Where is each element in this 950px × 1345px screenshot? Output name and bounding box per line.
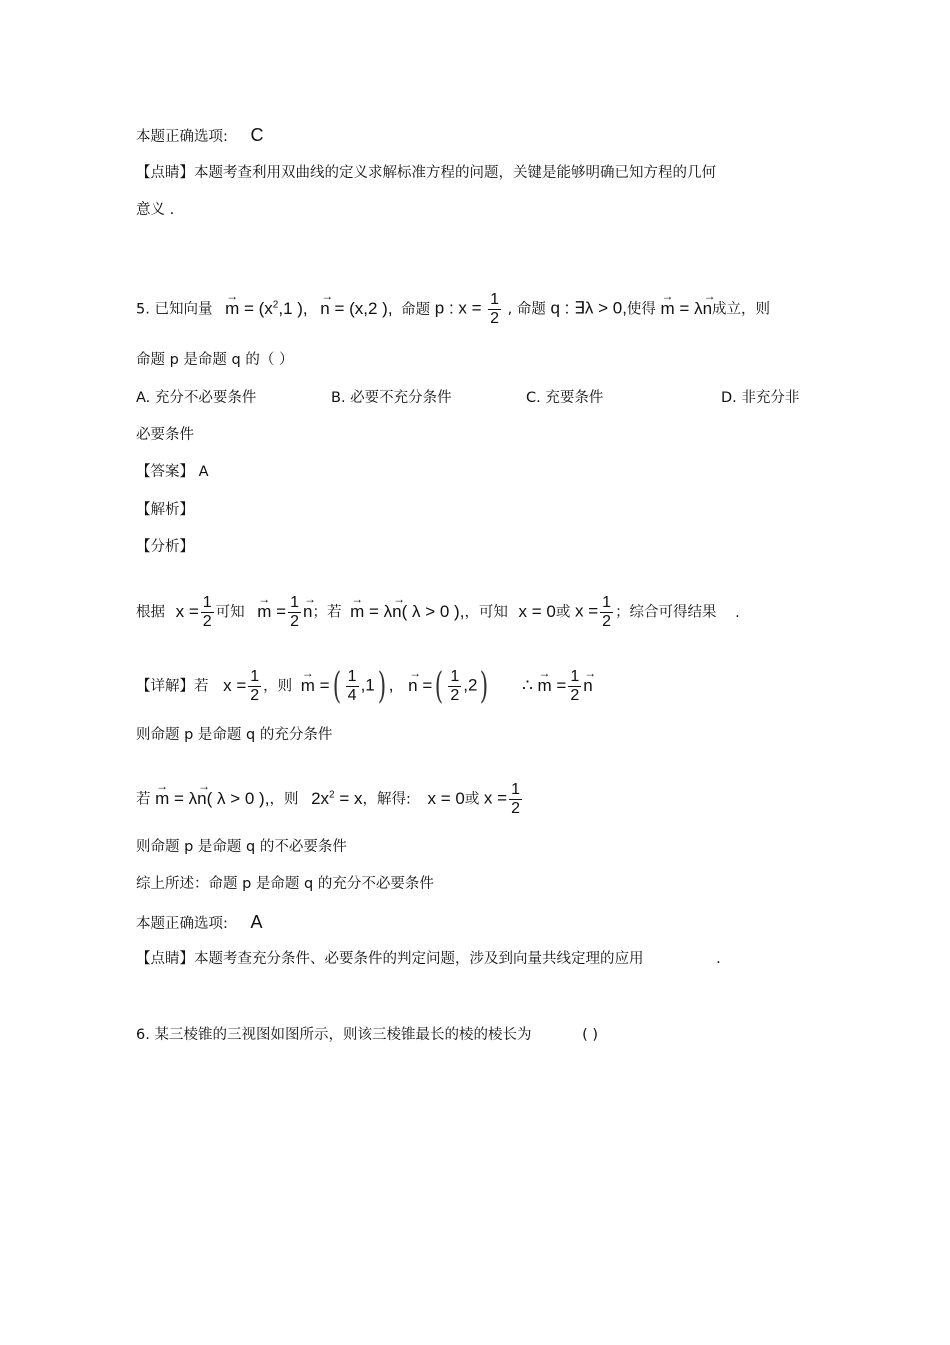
vector-arrow-icon: → m	[225, 299, 239, 319]
detail-line3b: ，则	[269, 791, 299, 808]
analysis-t2: 可知	[215, 604, 245, 621]
frac-den: 2	[490, 310, 500, 327]
analysis-t4: ，可知	[464, 604, 508, 621]
detail-line4: 则命题 p 是命题 q 的不必要条件	[136, 839, 347, 855]
fraction-half: $\frac{1}{2}$	[450, 668, 460, 704]
prev-answer-line	[136, 125, 264, 147]
option-a: A. 充分不必要条件	[136, 390, 257, 406]
p-expr: p : x =	[434, 298, 482, 318]
vector-m-def: → $m = (x^2,1$ ),	[225, 299, 308, 318]
analysis-t3: ；若	[312, 604, 342, 621]
q6-stem	[136, 1025, 598, 1045]
q5-answer: 【答案】 A	[136, 464, 209, 480]
q5-jiexi: 【解析】	[136, 502, 194, 518]
detail-remark	[136, 949, 721, 969]
answer-value: C	[250, 125, 264, 145]
remark-end: .	[716, 951, 721, 967]
p-label: 命题	[401, 301, 431, 318]
remark-text: 【点睛】本题考查充分条件、必要条件的判定问题，涉及到向量共线定理的应用	[136, 951, 644, 967]
vector-n-def: → n = (x,2 ),	[320, 299, 392, 318]
analysis-t7: .	[735, 604, 740, 621]
answer-label: 本题正确选项:	[136, 129, 228, 145]
fraction-half	[488, 291, 501, 328]
detail-line3a: 若	[136, 791, 151, 808]
detail-answer-line	[136, 912, 263, 934]
option-d-wrap: 必要条件	[136, 427, 194, 443]
q5-number: 5. 已知向量	[136, 301, 213, 318]
fraction-half: $\frac{1}{2}$	[570, 668, 580, 704]
option-b: B. 必要不充分条件	[331, 390, 452, 406]
fraction-half: $\frac{1}{2}$	[602, 594, 612, 630]
prev-remark-line2: 意义 .	[136, 202, 175, 218]
frac-num: 1	[490, 291, 500, 308]
q-eq: → m = λ→ n	[661, 299, 713, 318]
fraction-half: $\frac{1}{2}$	[290, 594, 300, 630]
q5-stem-line1	[136, 291, 770, 328]
q6-paren: ( )	[582, 1027, 598, 1043]
detail-then: ，则	[263, 678, 293, 695]
q5-fenxi: 【分析】	[136, 539, 194, 555]
answer-value: A	[250, 912, 263, 932]
fraction-half: $\frac{1}{2}$	[511, 781, 520, 817]
analysis-t1: 根据	[136, 604, 165, 621]
q-mid: 使得	[626, 301, 656, 318]
option-c: C. 充要条件	[526, 390, 604, 406]
detail-line3d: 或	[464, 791, 480, 808]
detail-line5: 综上所述：命题 p 是命题 q 的充分不必要条件	[136, 876, 434, 892]
q-end: 成立，则	[712, 301, 771, 318]
vector-arrow-icon: → n	[320, 299, 329, 319]
q5-stem-line2: 命题 p 是命题 q 的（ ）	[136, 352, 294, 368]
q-label: , 命题	[507, 301, 546, 318]
answer-label: 本题正确选项:	[136, 916, 228, 932]
analysis-line: 根据 x = $\frac{1}{2}$ 可知 → m = $\frac{1}{2}$ → n；若 → m = λ→ n( λ > 0 ),，可知 x = 0或 x = $\frac{1}{2}$ ；综合可得结果 .	[136, 594, 740, 631]
analysis-t5: 或	[555, 604, 571, 621]
fraction-half: $\frac{1}{2}$	[250, 668, 260, 704]
detail-line2: 则命题 p 是命题 q 的充分条件	[136, 727, 333, 743]
analysis-t6: ；综合可得结果	[615, 604, 717, 621]
detail-label: 【详解】若	[136, 678, 209, 695]
fraction-half: $\frac{1}{2}$	[202, 594, 212, 630]
exponent: 2	[272, 298, 279, 310]
fraction-quarter: $\frac{1}{4}$	[347, 668, 357, 704]
detail-line1: 【详解】若 x = $\frac{1}{2}$ ，则 → m =( $\frac{1}{4}$ ,1) , → n =( $\frac{1}{2}$ ,2) ∴ → m = $\frac{1}{2}$ → n	[136, 668, 593, 705]
prev-remark-line1: 【点睛】本题考查利用双曲线的定义求解标准方程的问题，关键是能够明确已知方程的几何	[136, 165, 716, 181]
detail-line3c: ，解得:	[362, 791, 411, 808]
option-d: D. 非充分非	[721, 390, 800, 406]
q-expr: q : ∃λ > 0,	[550, 298, 627, 318]
therefore-symbol: ∴	[522, 675, 533, 695]
q6-text: 6. 某三棱锥的三视图如图所示，则该三棱锥最长的棱的棱长为	[136, 1027, 532, 1043]
detail-line3: 若 → m = λ→ n( λ > 0 ),，则 $2x^2 = x$，解得: x = 0或 x = $\frac{1}{2}$	[136, 781, 524, 818]
q5-options	[136, 388, 816, 408]
